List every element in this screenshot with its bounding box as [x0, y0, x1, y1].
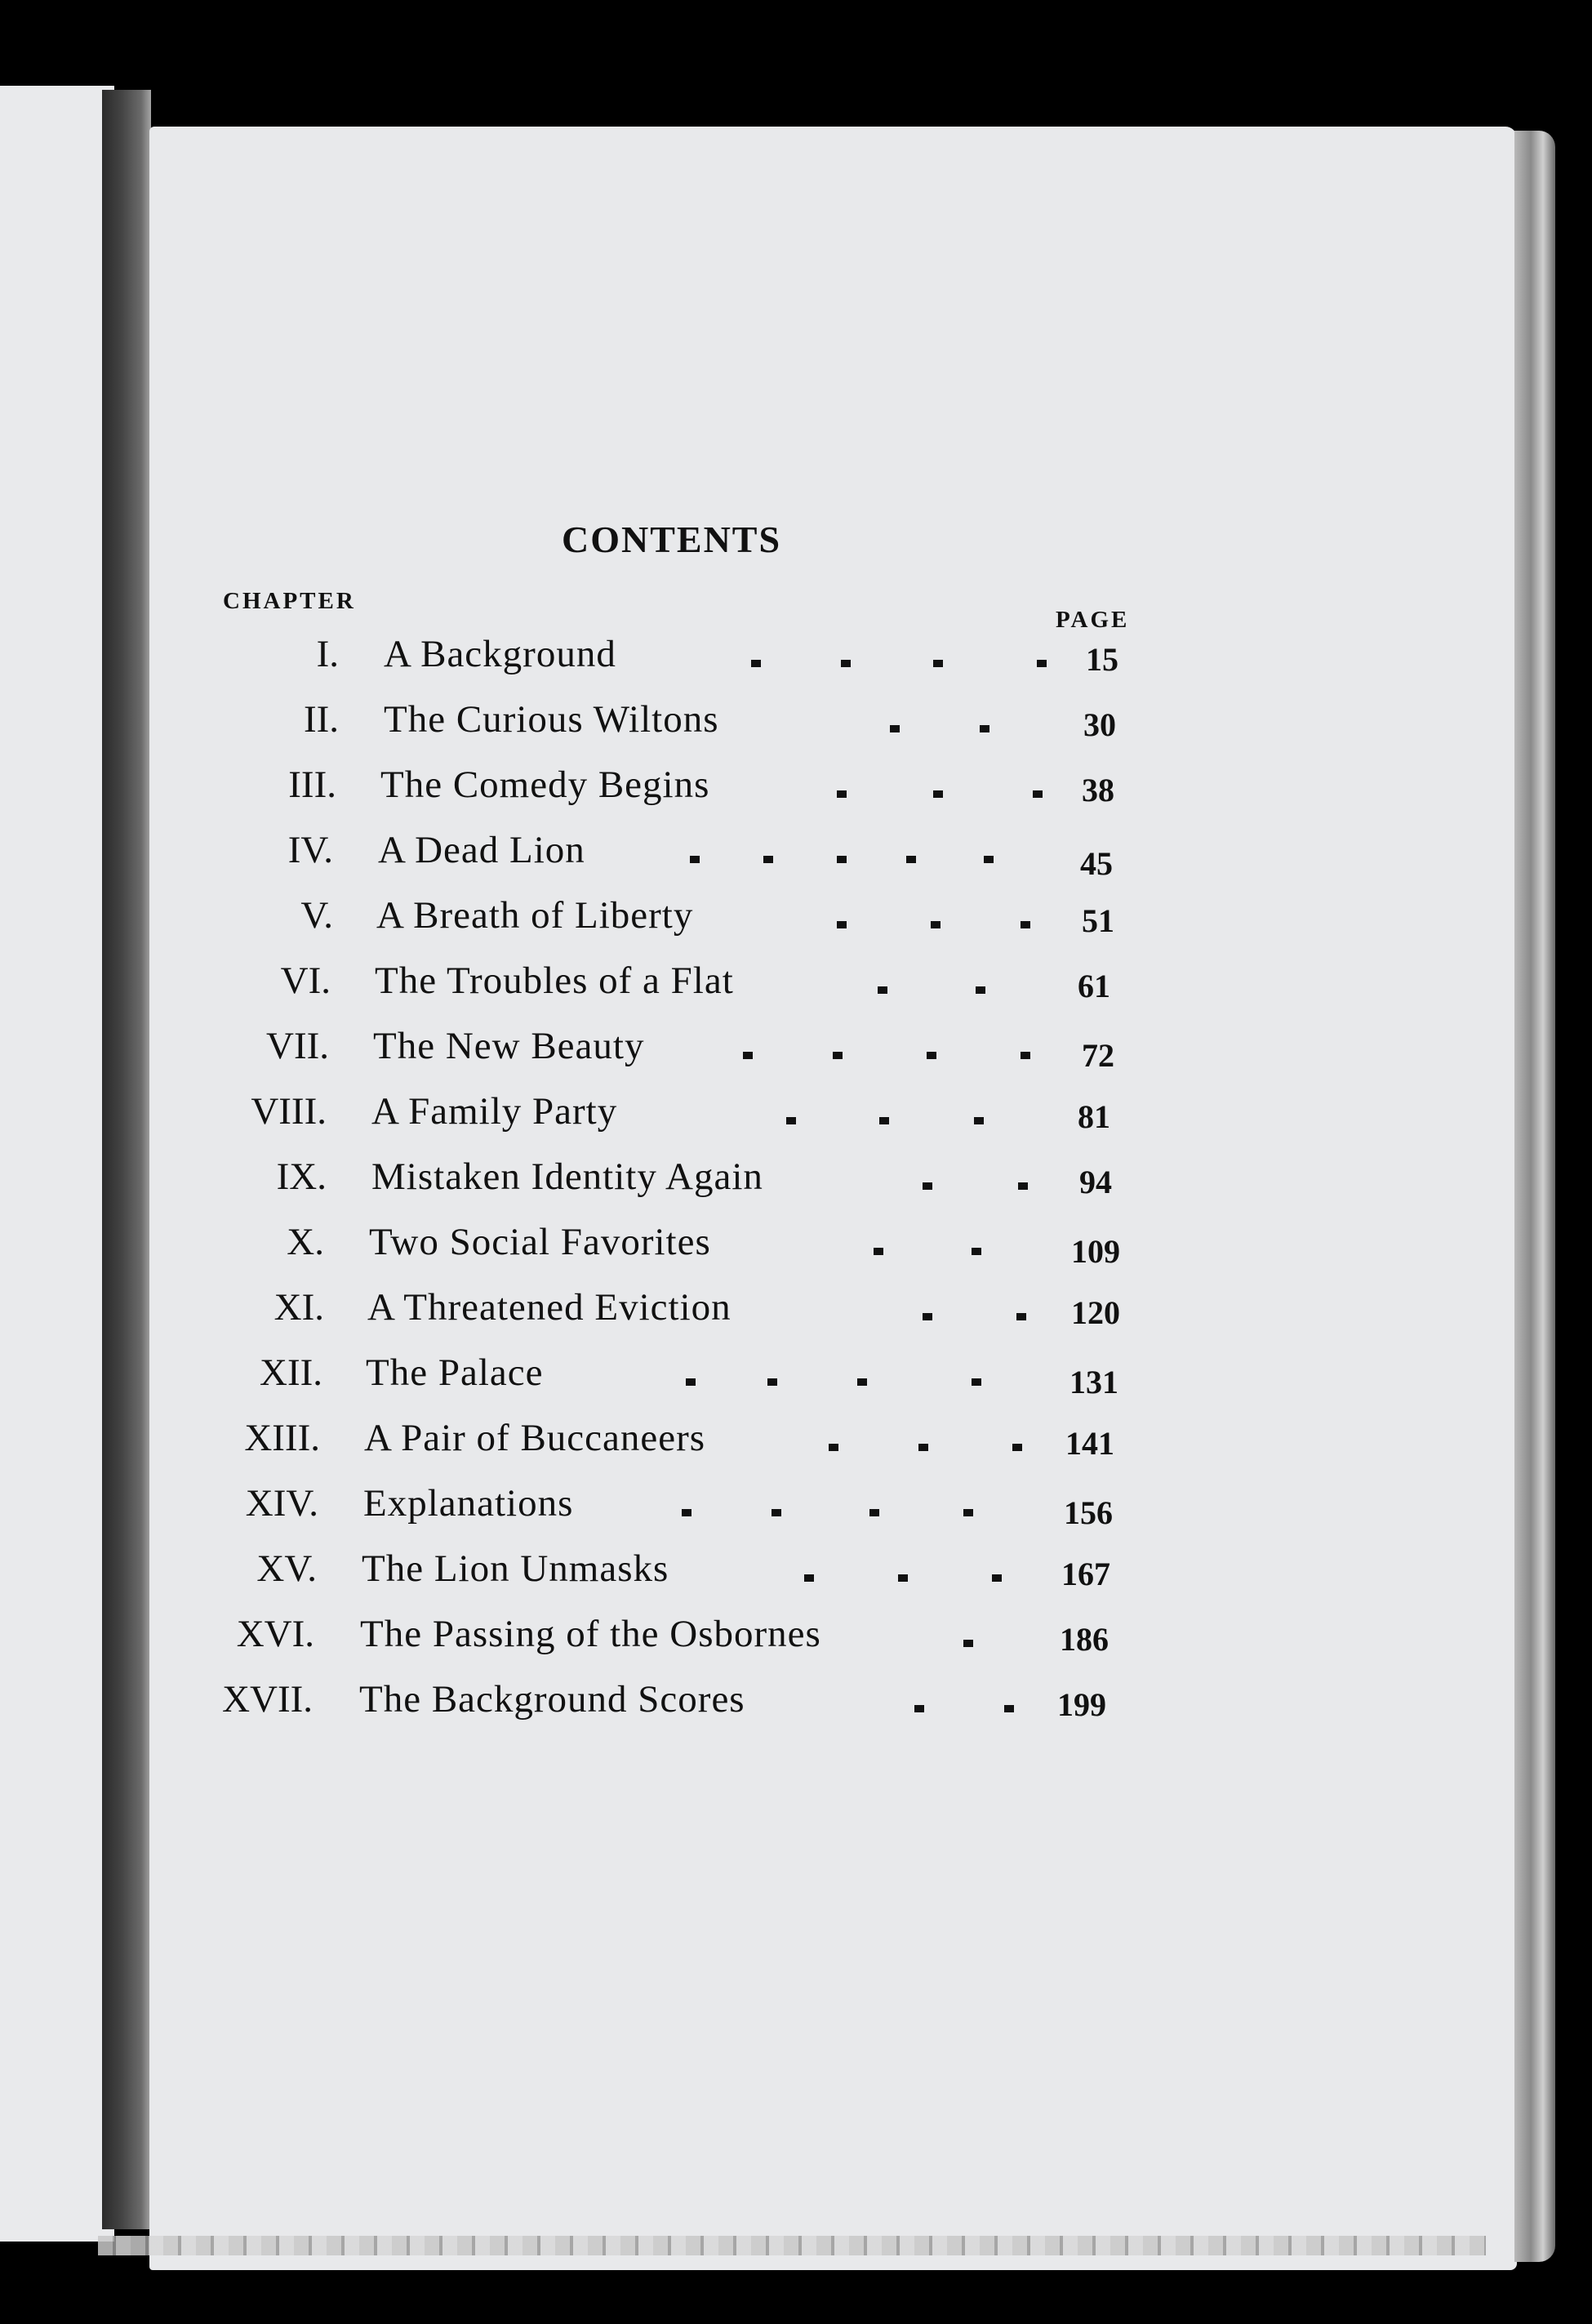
- page-number: 72: [1082, 1037, 1114, 1074]
- book-gutter: [102, 90, 151, 2229]
- leader-dot: [963, 1640, 973, 1647]
- page-bottom-edge: [98, 2236, 1486, 2255]
- chapter-title: The Passing of the Osbornes: [360, 1613, 821, 1655]
- page-fore-edge: [1514, 131, 1555, 2262]
- chapter-number: XV.: [256, 1547, 317, 1590]
- page-number: 81: [1078, 1098, 1110, 1135]
- leader-dot: [804, 1574, 814, 1582]
- leader-dot: [786, 1117, 796, 1124]
- chapter-title: Two Social Favorites: [369, 1221, 711, 1263]
- leader-dot: [914, 1705, 924, 1712]
- leader-dot: [923, 1313, 932, 1320]
- leader-dot: [931, 921, 941, 928]
- contents-heading: CONTENTS: [562, 519, 782, 560]
- leader-dot: [833, 1052, 843, 1059]
- leader-dot: [767, 1378, 777, 1386]
- leader-dot: [869, 1509, 879, 1516]
- chapter-number: XIV.: [245, 1482, 318, 1525]
- leader-dot: [1004, 1705, 1014, 1712]
- chapter-title: The Lion Unmasks: [362, 1547, 669, 1590]
- leader-dot: [963, 1509, 973, 1516]
- leader-dot: [751, 660, 761, 667]
- chapter-title: The New Beauty: [373, 1025, 645, 1067]
- chapter-number: XI.: [273, 1286, 324, 1329]
- chapter-number: VI.: [280, 959, 331, 1002]
- page-number: 167: [1061, 1556, 1110, 1592]
- leader-dot: [841, 660, 851, 667]
- leader-dot: [972, 1248, 981, 1255]
- chapter-column-label: CHAPTER: [223, 588, 356, 614]
- contents-page: [149, 127, 1517, 2270]
- chapter-number: VIII.: [251, 1090, 327, 1133]
- chapter-number: XII.: [260, 1351, 322, 1394]
- chapter-title: A Family Party: [371, 1090, 618, 1133]
- leader-dot: [992, 1574, 1002, 1582]
- leader-dot: [972, 1378, 981, 1386]
- leader-dot: [686, 1378, 696, 1386]
- leader-dot: [857, 1378, 867, 1386]
- leader-dot: [890, 725, 900, 732]
- leader-dot: [1033, 790, 1043, 798]
- page-number: 94: [1079, 1164, 1112, 1200]
- leader-dot: [829, 1444, 838, 1451]
- leader-dot: [974, 1117, 984, 1124]
- left-page-edge: [0, 86, 114, 2242]
- page-number: 131: [1069, 1364, 1118, 1400]
- leader-dot: [1018, 1182, 1028, 1190]
- leader-dot: [933, 660, 943, 667]
- leader-dot: [743, 1052, 753, 1059]
- page-number: 199: [1057, 1686, 1106, 1723]
- chapter-number: VII.: [266, 1025, 329, 1067]
- leader-dot: [976, 986, 985, 994]
- chapter-number: II.: [303, 698, 339, 741]
- leader-dot: [874, 1248, 883, 1255]
- chapter-number: XVI.: [236, 1613, 314, 1655]
- chapter-title: A Dead Lion: [378, 829, 585, 871]
- page-number: 186: [1060, 1621, 1109, 1658]
- chapter-title: A Threatened Eviction: [367, 1286, 732, 1329]
- leader-dot: [879, 1117, 889, 1124]
- chapter-number: I.: [316, 633, 339, 675]
- leader-dot: [1016, 1313, 1026, 1320]
- page-number: 61: [1078, 968, 1110, 1004]
- chapter-title: A Breath of Liberty: [376, 894, 694, 937]
- leader-dot: [980, 725, 989, 732]
- page-number: 141: [1065, 1425, 1114, 1462]
- chapter-number: XIII.: [244, 1417, 320, 1459]
- leader-dot: [682, 1509, 691, 1516]
- page-number: 38: [1082, 772, 1114, 808]
- chapter-title: The Background Scores: [359, 1678, 745, 1721]
- page-number: 109: [1071, 1233, 1120, 1270]
- leader-dot: [933, 790, 943, 798]
- leader-dot: [918, 1444, 928, 1451]
- leader-dot: [984, 856, 994, 863]
- leader-dot: [1012, 1444, 1022, 1451]
- leader-dot: [906, 856, 916, 863]
- page-number: 156: [1064, 1494, 1113, 1531]
- chapter-number: IV.: [287, 829, 333, 871]
- leader-dot: [772, 1509, 781, 1516]
- page-number: 30: [1083, 706, 1116, 743]
- chapter-title: The Palace: [366, 1351, 544, 1394]
- chapter-number: V.: [300, 894, 333, 937]
- leader-dot: [878, 986, 887, 994]
- leader-dot: [1037, 660, 1047, 667]
- page-number: 51: [1082, 902, 1114, 939]
- leader-dot: [1021, 1052, 1030, 1059]
- leader-dot: [927, 1052, 936, 1059]
- page-column-label: PAGE: [1056, 607, 1130, 633]
- leader-dot: [1021, 921, 1030, 928]
- leader-dot: [837, 856, 847, 863]
- chapter-title: A Background: [384, 633, 616, 675]
- chapter-number: III.: [288, 764, 336, 806]
- page-number: 15: [1086, 641, 1118, 678]
- chapter-title: The Curious Wiltons: [384, 698, 719, 741]
- chapter-number: X.: [287, 1221, 324, 1263]
- leader-dot: [763, 856, 773, 863]
- page-number: 120: [1071, 1294, 1120, 1331]
- chapter-title: The Troubles of a Flat: [375, 959, 734, 1002]
- chapter-number: IX.: [276, 1155, 327, 1198]
- chapter-title: A Pair of Buccaneers: [364, 1417, 706, 1459]
- chapter-number: XVII.: [222, 1678, 313, 1721]
- chapter-title: The Comedy Begins: [380, 764, 710, 806]
- leader-dot: [837, 790, 847, 798]
- leader-dot: [923, 1182, 932, 1190]
- chapter-title: Mistaken Identity Again: [371, 1155, 763, 1198]
- page-number: 45: [1080, 845, 1113, 882]
- chapter-title: Explanations: [363, 1482, 574, 1525]
- leader-dot: [690, 856, 700, 863]
- leader-dot: [898, 1574, 908, 1582]
- leader-dot: [837, 921, 847, 928]
